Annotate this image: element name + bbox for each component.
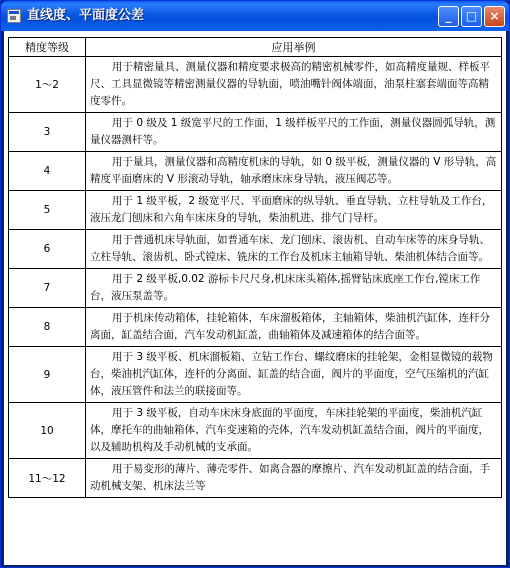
close-icon: ×	[489, 9, 500, 23]
table-row	[9, 191, 502, 230]
application-cell: 用于量具，测量仪器和高精度机床的导轨，如 0 级平板，测量仪器的 V 形导轨，高精度平面磨床的 V 形滚动导轨，轴承磨床床身导轨，液压阀芯等。	[86, 152, 502, 191]
table-row	[9, 459, 502, 498]
grade-cell: 11～12	[9, 459, 86, 498]
table-row	[9, 152, 502, 191]
tolerance-table	[8, 37, 502, 498]
table-row	[9, 113, 502, 152]
grade-cell: 3	[9, 113, 86, 152]
content-area	[4, 31, 506, 565]
application-cell: 用于易变形的薄片、薄壳零件、如离合器的摩擦片、汽车发动机缸盖的结合面，手动机械支架、机床法兰等	[86, 459, 502, 498]
application-cell: 用于普通机床导轨面，如普通车床、龙门刨床、滚齿机、自动车床等的床身导轨、立柱导轨、滚齿机、卧式镗床、铣床的工作台及机床主轴箱导轨、柴油机体结合面等。	[86, 230, 502, 269]
table-row	[9, 347, 502, 403]
grade-cell: 6	[9, 230, 86, 269]
grade-cell: 5	[9, 191, 86, 230]
window-title: 直线度、平面度公差	[27, 8, 145, 23]
grade-cell: 4	[9, 152, 86, 191]
application-cell: 用于 1 级平板，2 级宽平尺、平面磨床的纵导轨、垂直导轨、立柱导轨及工作台，液压龙门刨床和六角车床床身的导轨，柴油机进、排气门导杆。	[86, 191, 502, 230]
grade-cell: 9	[9, 347, 86, 403]
table-row	[9, 269, 502, 308]
application-cell: 用于 3 级平板、机床溜板箱、立钻工作台、螺纹磨床的挂轮架，金相显微镜的载物台，柴油机汽缸体，连杆的分离面、缸盖的结合面，阀片的平面度，空气压缩机的汽缸体，液压管件和法兰的联接面等。	[86, 347, 502, 403]
table-row	[9, 230, 502, 269]
application-cell: 用于机床传动箱体，挂轮箱体，车床溜板箱体，主轴箱体，柴油机汽缸体，连杆分离面，缸盖结合面，汽车发动机缸盖，曲轴箱体及减速箱体的结合面等。	[86, 308, 502, 347]
grade-cell: 8	[9, 308, 86, 347]
table-row	[9, 403, 502, 459]
table-header-row	[9, 38, 502, 57]
table-row	[9, 57, 502, 113]
application-cell: 用于 3 级平板，自动车床床身底面的平面度，车床挂轮架的平面度，柴油机汽缸体，摩托车的曲轴箱体、汽车变速箱的壳体，汽车发动机缸盖结合面，阀片的平面度，以及辅助机构及手动机械的支承面。	[86, 403, 502, 459]
grade-cell: 7	[9, 269, 86, 308]
application-cell: 用于精密量具、测量仪器和精度要求极高的精密机械零件，如高精度量规、样板平尺、工具显微镜等精密测量仪器的导轨面，喷油嘴针阀体端面，油泵柱塞套端面等高精度零件。	[86, 57, 502, 113]
header-precision-grade: 精度等级	[9, 38, 86, 57]
header-application-examples: 应用举例	[86, 38, 502, 57]
maximize-icon: □	[465, 9, 478, 23]
grade-cell: 10	[9, 403, 86, 459]
application-cell: 用于 2 级平板,0.02 游标卡尺尺身,机床床头箱体,摇臂钻床底座工作台,镗床工作台，液压泵盖等。	[86, 269, 502, 308]
minimize-icon: _	[445, 9, 452, 23]
app-window-icon[interactable]	[7, 9, 21, 23]
title-bar[interactable]	[1, 1, 509, 31]
maximize-button[interactable]	[461, 6, 482, 27]
close-button[interactable]	[484, 6, 505, 27]
grade-cell: 1～2	[9, 57, 86, 113]
table-row	[9, 308, 502, 347]
application-cell: 用于 0 级及 1 级宽平尺的工作面，1 级样板平尺的工作面，测量仪器圆弧导轨，测量仪器测杆等。	[86, 113, 502, 152]
minimize-button[interactable]	[438, 6, 459, 27]
